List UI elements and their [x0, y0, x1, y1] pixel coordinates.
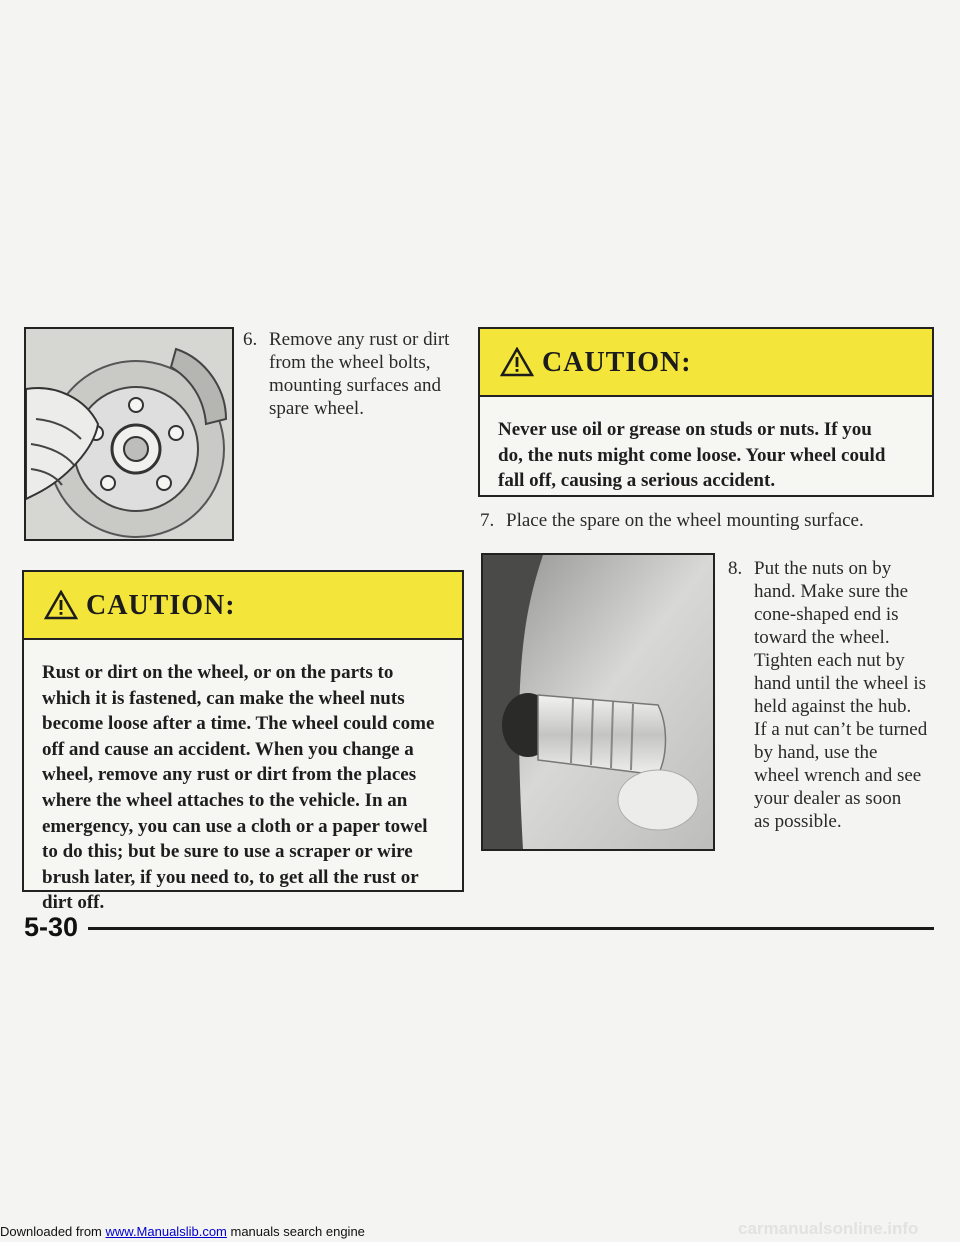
step-8-line: toward the wheel. — [754, 627, 890, 648]
step-8-line: as possible. — [754, 811, 842, 832]
caution-box-oil-grease — [478, 327, 934, 497]
step-8-line: held against the hub. — [754, 696, 912, 717]
step-7-text: Place the spare on the wheel mounting surface. — [506, 510, 864, 531]
step-8-line: If a nut can’t be turned — [754, 719, 928, 740]
step-7-number: 7. — [480, 510, 495, 531]
step-6-line: mounting surfaces and — [269, 375, 442, 396]
caution-line: to do this; but be sure to use a scraper or wire — [42, 841, 413, 863]
step-8-line: hand until the wheel is — [754, 673, 927, 694]
caution-line: become loose after a time. The wheel could come — [42, 713, 435, 735]
lug-nut-photo — [481, 553, 715, 851]
caution-line: Never use oil or grease on studs or nuts. If you — [498, 419, 872, 440]
caution-title: CAUTION: — [86, 590, 236, 621]
footer-prefix: Downloaded from — [0, 1224, 106, 1239]
caution-line: dirt off. — [42, 892, 105, 914]
caution-line: fall off, causing a serious accident. — [498, 470, 776, 492]
step-6-text — [269, 328, 449, 420]
caution-line: do, the nuts might come loose. Your wheel could — [498, 444, 886, 466]
download-footer — [0, 1224, 365, 1239]
step-6-line: spare wheel. — [269, 398, 364, 419]
step-6-line: Remove any rust or dirt — [269, 329, 450, 350]
caution-line: Rust or dirt on the wheel, or on the parts to — [42, 662, 394, 683]
caution-line: where the wheel attaches to the vehicle. In an — [42, 789, 408, 811]
step-8-line: wheel wrench and see — [754, 765, 922, 786]
step-6 — [243, 328, 473, 428]
step-8-line: your dealer as soon — [754, 788, 902, 809]
footer-suffix: manuals search engine — [226, 1224, 365, 1239]
watermark-text: carmanualsonline.info — [738, 1219, 919, 1238]
lug-nut-drawing — [483, 555, 713, 849]
warning-triangle-icon — [44, 590, 78, 620]
step-7 — [480, 509, 940, 535]
step-8-number: 8. — [728, 558, 743, 579]
wheel-hub-illustration — [24, 327, 234, 541]
wheel-hub-drawing — [26, 329, 232, 539]
warning-triangle-icon — [500, 347, 534, 377]
caution-body — [24, 660, 470, 916]
manualslib-link[interactable]: www.Manualslib.com — [105, 1224, 227, 1239]
step-8-text — [754, 557, 927, 833]
caution-header — [24, 572, 462, 640]
step-8-line: by hand, use the — [754, 742, 878, 763]
caution-line: brush later, if you need to, to get all the rust or — [42, 866, 419, 888]
step-8-line: Tighten each nut by — [754, 650, 905, 671]
caution-line: which it is fastened, can make the wheel nuts — [42, 687, 405, 709]
caution-title: CAUTION: — [542, 347, 692, 378]
caution-line: emergency, you can use a cloth or a paper towel — [42, 815, 428, 837]
caution-box-rust-dirt — [22, 570, 464, 914]
caution-line: wheel, remove any rust or dirt from the places — [42, 764, 417, 786]
step-8-line: hand. Make sure the — [754, 581, 909, 602]
caution-header — [480, 329, 932, 397]
step-6-line: from the wheel bolts, — [269, 352, 431, 373]
step-8 — [728, 557, 943, 857]
page-number: 5-30 — [24, 912, 79, 942]
step-6-number: 6. — [243, 329, 258, 350]
page-rule — [88, 927, 934, 930]
caution-body — [480, 417, 936, 494]
step-8-line: cone-shaped end is — [754, 604, 899, 625]
caution-line: off and cause an accident. When you change a — [42, 738, 414, 760]
step-8-line: Put the nuts on by — [754, 558, 892, 579]
